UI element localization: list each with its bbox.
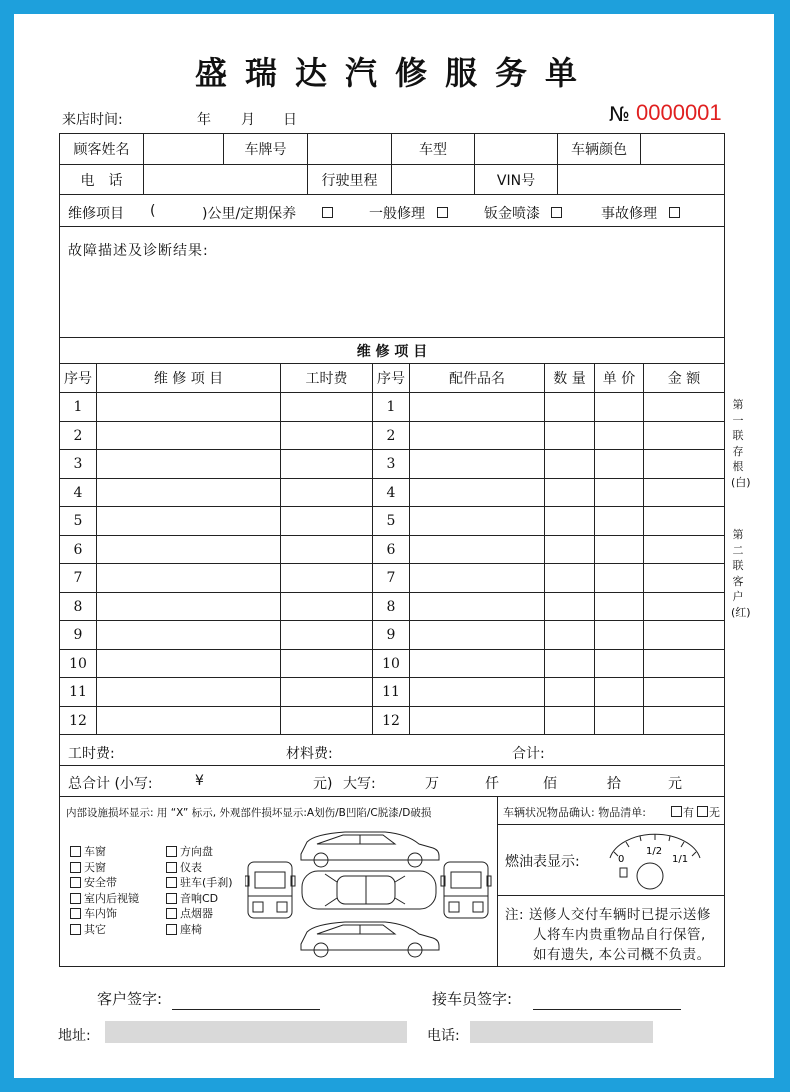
general-repair-label: 一般修理 <box>369 206 425 222</box>
row-no-left: 6 <box>73 542 83 558</box>
repair-section-title: 维 修 项 目 <box>356 343 428 360</box>
yuan-paren: 元) <box>313 776 333 792</box>
color-field[interactable] <box>641 134 724 164</box>
unit-wan: 万 <box>425 776 439 792</box>
quantity-cell[interactable] <box>545 678 594 706</box>
amount-cell[interactable] <box>644 621 724 649</box>
unit-bai: 佰 <box>543 776 557 792</box>
unit-price-cell[interactable] <box>595 450 643 478</box>
header-repair-item: 维 修 项 目 <box>153 371 224 387</box>
row-no-right: 7 <box>386 570 396 586</box>
car-top-view-icon <box>302 871 436 909</box>
labor-fee-cell[interactable] <box>281 593 372 621</box>
part-name-cell[interactable] <box>410 707 544 735</box>
part-name-cell[interactable] <box>410 393 544 421</box>
row-no-right: 3 <box>386 456 396 472</box>
row-no-right: 5 <box>386 513 396 529</box>
damage-instruction: 内部设施损坏显示: 用 “X” 标示, 外观部件损坏显示:A划伤/B凹陷/C脱漆/D破损 <box>66 807 432 819</box>
row-no-left: 3 <box>73 456 83 472</box>
damage-item-label: 车窗 <box>84 845 106 858</box>
damage-item-label: 方向盘 <box>180 845 213 858</box>
plate-label: 车牌号 <box>244 142 287 158</box>
quantity-cell[interactable] <box>545 422 594 450</box>
damage-item-label: 驻车(手刹) <box>180 876 233 889</box>
labor-fee-cell[interactable] <box>281 678 372 706</box>
row-no-left: 9 <box>73 627 83 643</box>
damage-checkbox[interactable] <box>166 893 177 904</box>
labor-fee-cell[interactable] <box>281 422 372 450</box>
unit-price-cell[interactable] <box>595 593 643 621</box>
header-labor-fee: 工时费 <box>305 371 348 387</box>
row-no-left: 1 <box>73 399 83 415</box>
row-no-left: 11 <box>69 684 87 700</box>
row-no-right: 6 <box>386 542 396 558</box>
repair-item-cell[interactable] <box>97 479 280 507</box>
damage-checkbox[interactable] <box>166 908 177 919</box>
repair-item-cell[interactable] <box>97 393 280 421</box>
row-no-left: 2 <box>73 428 83 444</box>
serial-prefix: № <box>609 102 630 126</box>
yen-symbol: ¥ <box>195 773 204 789</box>
quantity-cell[interactable] <box>545 621 594 649</box>
row-no-right: 4 <box>386 485 396 501</box>
damage-item-label: 点烟器 <box>180 907 213 920</box>
amount-cell[interactable] <box>644 707 724 735</box>
row-no-left: 10 <box>69 656 87 672</box>
items-no-label: 无 <box>709 806 720 819</box>
repair-item-cell[interactable] <box>97 650 280 678</box>
damage-item-label: 天窗 <box>84 861 106 874</box>
address-field[interactable] <box>105 1021 407 1043</box>
form-title: 盛瑞达汽修服务单 <box>194 54 595 92</box>
damage-item-label: 其它 <box>84 923 106 936</box>
service-type-label: 维修项目 <box>68 206 124 222</box>
color-label: 车辆颜色 <box>571 142 627 158</box>
amount-cell[interactable] <box>644 507 724 535</box>
quantity-cell[interactable] <box>545 564 594 592</box>
unit-price-cell[interactable] <box>595 707 643 735</box>
damage-item-label: 座椅 <box>180 923 202 936</box>
note-line-1: 注: 送修人交付车辆时已提示送修 <box>505 907 711 923</box>
plate-field[interactable] <box>308 134 391 164</box>
repair-item-cell[interactable] <box>97 621 280 649</box>
damage-checkbox[interactable] <box>70 908 81 919</box>
maintenance-checkbox[interactable] <box>322 207 333 218</box>
receiver-signature-line[interactable] <box>533 1009 681 1010</box>
part-name-cell[interactable] <box>410 650 544 678</box>
amount-cell[interactable] <box>644 393 724 421</box>
row-no-right: 12 <box>382 713 400 729</box>
unit-price-cell[interactable] <box>595 422 643 450</box>
model-field[interactable] <box>475 134 557 164</box>
copy-label: 第二联客户(红) <box>731 528 751 619</box>
vin-field[interactable] <box>558 165 724 194</box>
labor-fee-cell[interactable] <box>281 564 372 592</box>
general-repair-checkbox[interactable] <box>437 207 448 218</box>
damage-checkbox[interactable] <box>166 924 177 935</box>
items-yes-label: 有 <box>683 806 694 819</box>
customer-signature-line[interactable] <box>172 1009 320 1010</box>
fuel-zero-mark: 0 <box>618 854 625 865</box>
accident-repair-label: 事故修理 <box>601 206 657 222</box>
labor-fee-cell[interactable] <box>281 479 372 507</box>
amount-cell[interactable] <box>644 564 724 592</box>
part-name-cell[interactable] <box>410 536 544 564</box>
repair-item-cell[interactable] <box>97 507 280 535</box>
labor-total-label: 工时费: <box>68 746 115 762</box>
repair-item-cell[interactable] <box>97 450 280 478</box>
part-name-cell[interactable] <box>410 507 544 535</box>
labor-fee-cell[interactable] <box>281 450 372 478</box>
quantity-cell[interactable] <box>545 707 594 735</box>
amount-cell[interactable] <box>644 678 724 706</box>
mileage-field[interactable] <box>392 165 474 194</box>
items-no-checkbox[interactable] <box>697 806 708 817</box>
row-no-left: 8 <box>73 599 83 615</box>
damage-checkbox[interactable] <box>166 877 177 888</box>
accident-repair-checkbox[interactable] <box>669 207 680 218</box>
visit-day-label: 日 <box>283 112 297 128</box>
quantity-cell[interactable] <box>545 536 594 564</box>
grand-total-label: 总合计 (小写: <box>68 776 153 792</box>
damage-item-label: 室内后视镜 <box>84 892 139 905</box>
unit-price-cell[interactable] <box>595 650 643 678</box>
quantity-cell[interactable] <box>545 450 594 478</box>
service-paren-open: ( <box>150 203 156 219</box>
diagnosis-label: 故障描述及诊断结果: <box>68 243 209 259</box>
unit-price-cell[interactable] <box>595 536 643 564</box>
customer-signature-label: 客户签字: <box>97 990 163 1008</box>
quantity-cell[interactable] <box>545 507 594 535</box>
unit-price-cell[interactable] <box>595 507 643 535</box>
visit-time-label: 来店时间: <box>62 112 123 128</box>
mileage-label: 行驶里程 <box>321 172 378 189</box>
amount-cell[interactable] <box>644 450 724 478</box>
car-side-view-top-icon <box>301 832 439 867</box>
unit-price-cell[interactable] <box>595 479 643 507</box>
labor-fee-cell[interactable] <box>281 507 372 535</box>
part-name-cell[interactable] <box>410 593 544 621</box>
material-total-label: 材料费: <box>286 746 333 762</box>
labor-fee-cell[interactable] <box>281 621 372 649</box>
quantity-cell[interactable] <box>545 479 594 507</box>
amount-cell[interactable] <box>644 593 724 621</box>
header-no-2: 序号 <box>377 371 405 387</box>
damage-checkbox[interactable] <box>70 846 81 857</box>
row-no-right: 11 <box>382 684 400 700</box>
labor-fee-cell[interactable] <box>281 707 372 735</box>
amount-cell[interactable] <box>644 479 724 507</box>
amount-cell[interactable] <box>644 422 724 450</box>
body-paint-checkbox[interactable] <box>551 207 562 218</box>
damage-checkbox[interactable] <box>70 877 81 888</box>
car-rear-view-icon <box>441 862 491 918</box>
row-no-right: 9 <box>386 627 396 643</box>
fuel-gauge-icon[interactable] <box>600 828 710 892</box>
header-no-1: 序号 <box>64 371 92 387</box>
vin-label: VIN号 <box>496 172 536 189</box>
unit-price-cell[interactable] <box>595 393 643 421</box>
damage-item-label: 仪表 <box>180 861 202 874</box>
diagnosis-field[interactable] <box>62 262 722 334</box>
copy-label: 第一联存根(白) <box>731 398 751 489</box>
damage-checkbox[interactable] <box>70 924 81 935</box>
visit-year-label: 年 <box>197 112 211 128</box>
labor-fee-cell[interactable] <box>281 536 372 564</box>
part-name-cell[interactable] <box>410 621 544 649</box>
amount-cell[interactable] <box>644 536 724 564</box>
damage-checkbox[interactable] <box>70 862 81 873</box>
part-name-cell[interactable] <box>410 678 544 706</box>
damage-item-label: 安全带 <box>84 876 117 889</box>
repair-item-cell[interactable] <box>97 593 280 621</box>
phone-label: 电 话 <box>80 172 123 189</box>
part-name-cell[interactable] <box>410 479 544 507</box>
address-label: 地址: <box>58 1028 91 1044</box>
customer-name-label: 顾客姓名 <box>73 142 130 158</box>
row-no-right: 8 <box>386 599 396 615</box>
quantity-cell[interactable] <box>545 650 594 678</box>
header-part-name: 配件品名 <box>449 371 505 387</box>
unit-shi: 拾 <box>607 776 621 792</box>
repair-item-cell[interactable] <box>97 422 280 450</box>
note-line-3: 如有遗失, 本公司概不负责。 <box>533 947 711 963</box>
amount-cell[interactable] <box>644 650 724 678</box>
phone-footer-field[interactable] <box>470 1021 653 1043</box>
phone-field[interactable] <box>144 165 307 194</box>
visit-month-label: 月 <box>241 112 255 128</box>
header-unit-price: 单 价 <box>602 371 636 387</box>
fuel-full-mark: 1/1 <box>672 854 689 865</box>
part-name-cell[interactable] <box>410 564 544 592</box>
fuel-gauge-label: 燃油表显示: <box>505 854 580 870</box>
part-name-cell[interactable] <box>410 450 544 478</box>
car-damage-diagram[interactable] <box>245 826 495 962</box>
row-no-right: 10 <box>382 656 400 672</box>
part-name-cell[interactable] <box>410 422 544 450</box>
row-no-right: 1 <box>386 399 396 415</box>
row-no-left: 4 <box>73 485 83 501</box>
damage-item-label: 音响CD <box>180 892 219 905</box>
sum-label: 合计: <box>512 746 545 762</box>
unit-qian: 仟 <box>485 776 499 792</box>
damage-checkbox[interactable] <box>70 893 81 904</box>
unit-yuan: 元 <box>668 776 682 792</box>
fuel-half-mark: 1/2 <box>646 846 663 857</box>
car-side-view-bottom-icon <box>301 922 439 957</box>
unit-price-cell[interactable] <box>595 678 643 706</box>
capital-label: 大写: <box>343 776 376 792</box>
labor-fee-cell[interactable] <box>281 393 372 421</box>
serial-number: 0000001 <box>636 100 722 125</box>
receiver-signature-label: 接车员签字: <box>432 990 513 1008</box>
items-yes-checkbox[interactable] <box>671 806 682 817</box>
repair-item-cell[interactable] <box>97 707 280 735</box>
unit-price-cell[interactable] <box>595 564 643 592</box>
unit-price-cell[interactable] <box>595 621 643 649</box>
row-no-left: 5 <box>73 513 83 529</box>
row-no-left: 12 <box>69 713 87 729</box>
car-front-view-icon <box>245 862 295 918</box>
body-paint-label: 钣金喷漆 <box>484 206 540 222</box>
row-no-right: 2 <box>386 428 396 444</box>
vehicle-check-label: 车辆状况物品确认: 物品清单: <box>503 806 646 819</box>
labor-fee-cell[interactable] <box>281 650 372 678</box>
note-line-2: 人将车内贵重物品自行保管, <box>533 927 706 943</box>
phone-footer-label: 电话: <box>427 1028 460 1044</box>
customer-name-field[interactable] <box>144 134 223 164</box>
damage-checkbox[interactable] <box>166 846 177 857</box>
repair-item-cell[interactable] <box>97 678 280 706</box>
model-label: 车型 <box>419 142 447 158</box>
repair-item-cell[interactable] <box>97 564 280 592</box>
header-amount: 金 额 <box>667 371 701 387</box>
fuel-pump-icon <box>620 868 627 877</box>
row-no-left: 7 <box>73 570 83 586</box>
repair-item-cell[interactable] <box>97 536 280 564</box>
quantity-cell[interactable] <box>545 393 594 421</box>
damage-checkbox[interactable] <box>166 862 177 873</box>
header-quantity: 数 量 <box>553 371 586 387</box>
quantity-cell[interactable] <box>545 593 594 621</box>
damage-item-label: 车内饰 <box>84 907 117 920</box>
maintenance-km-label: )公里/定期保养 <box>202 206 297 222</box>
